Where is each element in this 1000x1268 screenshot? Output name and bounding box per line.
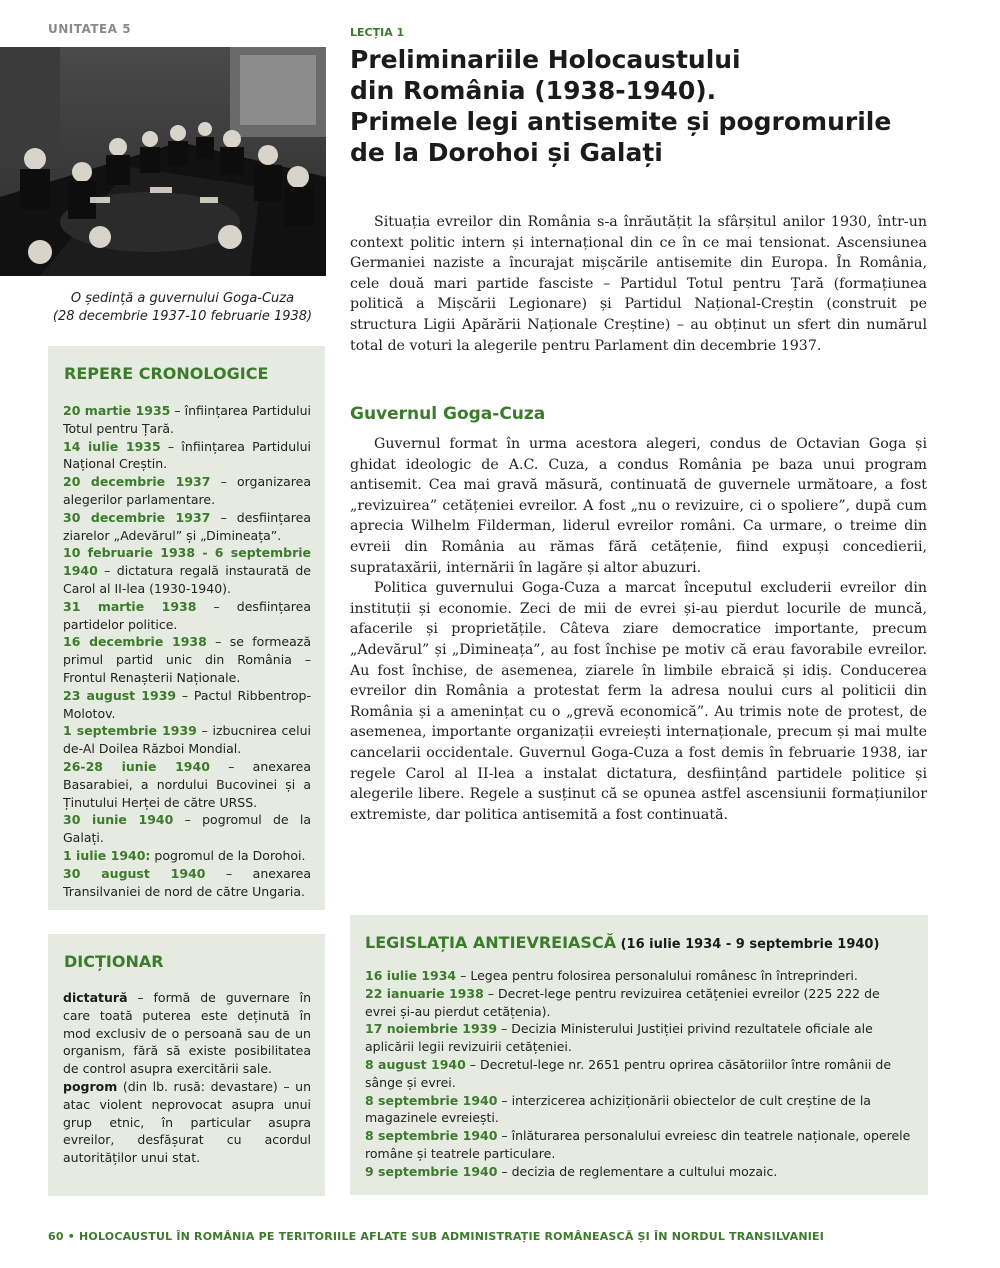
legislation-text: – înlăturarea personalului evreiesc din teatrele naționale, operele române și teatrele particulare. [365, 1128, 911, 1161]
chronology-title: REPERE CRONOLOGICE [64, 364, 269, 383]
legislation-item [365, 1020, 913, 1056]
legislation-list [365, 967, 913, 1181]
legislation-text: – interzicerea achiziționării obiectelor de cult creștine de la magazinele evreiești. [365, 1092, 871, 1126]
intro-text [350, 212, 927, 356]
footer-bullet: • [67, 1230, 75, 1243]
chronology-date: 14 iulie 1935 [63, 438, 161, 454]
chronology-item [63, 758, 311, 811]
caption-line-2: (28 decembrie 1937-10 februarie 1938) [52, 309, 313, 324]
chronology-item [63, 402, 311, 438]
chronology-list [63, 402, 311, 900]
chronology-date: 1 septembrie 1939 [63, 723, 197, 739]
page-footer [48, 1230, 824, 1243]
chronology-item [63, 687, 311, 723]
legislation-date: 8 august 1940 [365, 1056, 466, 1072]
unit-label: UNITATEA 5 [48, 22, 132, 36]
legislation-item [365, 967, 913, 985]
dictionary-box [48, 934, 325, 1196]
chronology-date: 30 decembrie 1937 [63, 509, 211, 525]
legislation-date: 22 ianuarie 1938 [365, 985, 484, 1001]
legislation-item [365, 985, 913, 1021]
chronology-item [63, 544, 311, 597]
legislation-text: – Decizia Ministerului Justiției privind rezultatele oficiale ale aplicării legii revizuirii cetățeniei. [365, 1021, 873, 1055]
legislation-item [365, 1163, 913, 1181]
legislation-date: 16 iulie 1934 [365, 968, 457, 983]
legislation-text: – Decretul-lege nr. 2651 pentru oprirea căsătoriilor între românii de sânge și evrei. [365, 1056, 892, 1090]
legislation-text: – decizia de reglementare a cultului mozaic. [497, 1163, 778, 1179]
chronology-date: 16 decembrie 1938 [63, 634, 207, 650]
chronology-text: – Pactul Ribbentrop-Molotov. [63, 687, 311, 721]
government-meeting-photo [0, 47, 326, 276]
legislation-box [350, 915, 928, 1195]
legislation-item [365, 1127, 913, 1163]
body-paragraph-2: Politica guvernului Goga-Cuza a marcat începutul excluderii evreilor din instituții și economie. Zeci de mii de evrei și-au pierdut locurile de muncă, afacerile și proprietățile. Câteva ziare democratice importante, precum „Adevărul” și „Dimineața”, au fost închise pe motiv că erau favorabile evreilor. Au fost închise, de asemenea, ziarele în limbile ebraică și idiș. Conducerea evreilor din România a protestat ferm la adresa noului curs al politicii din România și a amenințat cu o „grevă economică”. Au trimis note de protest, de asemenea, importante organizații evreiești internaționale, precum și mai multe cancelarii occidentale. Guvernul Goga-Cuza a fost demis în februarie 1938, iar regele Carol al II-lea a instalat dictatura, desființând partidele politice și alegerile libere. Regele a susținut că se opunea astfel ascensiunii formațiunilor extremiste, dar politica antisemită a fost continuată. [350, 580, 927, 823]
chronology-date: 26-28 iunie 1940 [63, 758, 210, 774]
chronology-item [63, 509, 311, 545]
legislation-text: – Legea pentru folosirea personalului românesc în întreprinderi. [456, 968, 858, 983]
footer-text: HOLOCAUSTUL ÎN ROMÂNIA PE TERITORIILE AFLATE SUB ADMINISTRAȚIE ROMÂNEASCĂ ȘI ÎN NORDUL TRANSILVANIEI [79, 1230, 825, 1243]
dictionary-entry [63, 1078, 311, 1167]
dictionary-title: DICȚIONAR [64, 952, 164, 971]
chronology-date: 23 august 1939 [63, 687, 177, 703]
dictionary-entry [63, 989, 311, 1078]
section-heading: Guvernul Goga-Cuza [350, 404, 546, 424]
legislation-heading [365, 933, 879, 952]
legislation-subtitle: (16 iulie 1934 - 9 septembrie 1940) [616, 937, 880, 952]
chronology-item [63, 473, 311, 509]
chronology-item [63, 722, 311, 758]
chronology-date: 30 iunie 1940 [63, 812, 174, 828]
page-number: 60 [48, 1230, 64, 1243]
chronology-text: – pogromul de la Galați. [63, 812, 311, 846]
chronology-text: – înființarea Partidului Totul pentru Țară. [63, 403, 311, 436]
chronology-item [63, 438, 311, 474]
section-body [350, 434, 927, 825]
chronology-text: – anexarea Transilvaniei de nord de către Ungaria. [63, 865, 311, 899]
photo-caption [20, 290, 345, 326]
legislation-text: – Decret-lege pentru revizuirea cetățeniei evreilor (225 222 de evrei și-au pierdut cetățenia). [365, 985, 880, 1019]
chronology-item [63, 847, 311, 865]
chronology-text: – înființarea Partidului Național Creștin. [63, 438, 311, 472]
lesson-label: LECȚIA 1 [350, 26, 405, 39]
chronology-text: – desființarea ziarelor „Adevărul” și „Dimineața”. [63, 509, 311, 543]
chronology-text: pogromul de la Dorohoi. [150, 847, 306, 863]
dictionary-definition: (din lb. rusă: devastare) – un atac violent neprovocat asupra unui grup etnic, în particular asupra evreilor, desfășurat cu acordul autorităților unui stat. [63, 1078, 311, 1166]
chronology-date: 20 martie 1935 [63, 403, 171, 418]
chronology-date: 1 iulie 1940: [63, 847, 151, 863]
dictionary-definition: – formă de guvernare în care toată puterea este deținută în mod exclusiv de o persoană sau de un organism, fără să existe posibilitatea de control asupra exercitării sale. [63, 990, 311, 1077]
chronology-text: – dictatura regală instaurată de Carol al II-lea (1930-1940). [63, 563, 311, 596]
chronology-item [63, 633, 311, 686]
legislation-date: 17 noiembrie 1939 [365, 1021, 498, 1037]
legislation-date: 8 septembrie 1940 [365, 1128, 498, 1144]
dictionary-term: dictatură [63, 990, 128, 1005]
legislation-item [365, 1056, 913, 1092]
caption-line-1: O ședință a guvernului Goga-Cuza [70, 291, 295, 306]
chronology-item [63, 598, 311, 634]
chronology-date: 10 februarie 1938 - 6 septembrie 1940 [63, 545, 311, 579]
intro-paragraph: Situația evreilor din România s-a înrăutățit la sfârșitul anilor 1930, într-un context politic intern și internațional din ce în ce mai tensionat. Ascensiunea Germaniei naziste a încurajat mișcările antisemite din Europa. În România, cele două mari partide fasciste – Partidul Totul pentru Țară (formațiunea politică a Mișcării Legionare) și Partidul Național-Creștin (construit pe structura Ligii Apărării Naționale Creștine) – au obținut un sfert din numărul total de voturi la alegerile pentru Parlament din decembrie 1937. [350, 214, 927, 354]
chronology-text: – se formează primul partid unic din România – Frontul Renașterii Naționale. [63, 634, 311, 685]
page-title: Preliminariile Holocaustului din România (1938-1940). Primele legi antisemite și pogromurile de la Dorohoi și Galați [350, 45, 892, 167]
photo-illustration [0, 47, 326, 276]
legislation-date: 8 septembrie 1940 [365, 1092, 498, 1108]
chronology-text: – anexarea Basarabiei, a nordului Bucovinei și a Ținutului Herței de către URSS. [63, 758, 311, 810]
chronology-date: 20 decembrie 1937 [63, 474, 211, 490]
legislation-title: LEGISLAȚIA ANTIEVREIASCĂ [365, 933, 617, 952]
chronology-item [63, 865, 311, 901]
body-paragraph-1: Guvernul format în urma acestora alegeri, condus de Octavian Goga și ghidat ideologic de A.C. Cuza, a condus România pe baza unui program antisemit. Cea mai gravă măsură, continuată de guvernele următoare, a fost „revizuirea” cetățeniei evreilor. A fost „nu o revizuire, ci o spoliere”, după cum aprecia Wilhelm Filderman, liderul evreilor români. Ca urmare, o treime din evreii din România au rămas fără cetățenie, fiind expuși concedierii, suprataxării, internării în lagăre și altor abuzuri. [350, 436, 927, 576]
dictionary-list [63, 989, 311, 1167]
dictionary-term: pogrom [63, 1078, 118, 1094]
chronology-date: 31 martie 1938 [63, 598, 197, 614]
legislation-date: 9 septembrie 1940 [365, 1163, 498, 1179]
chronology-box [48, 346, 325, 910]
chronology-text: – organizarea alegerilor parlamentare. [63, 474, 311, 507]
chronology-text: – izbucnirea celui de-Al Doilea Război Mondial. [63, 723, 311, 757]
chronology-text: – desființarea partidelor politice. [63, 598, 311, 632]
chronology-date: 30 august 1940 [63, 865, 206, 881]
chronology-item [63, 811, 311, 847]
legislation-item [365, 1092, 913, 1128]
